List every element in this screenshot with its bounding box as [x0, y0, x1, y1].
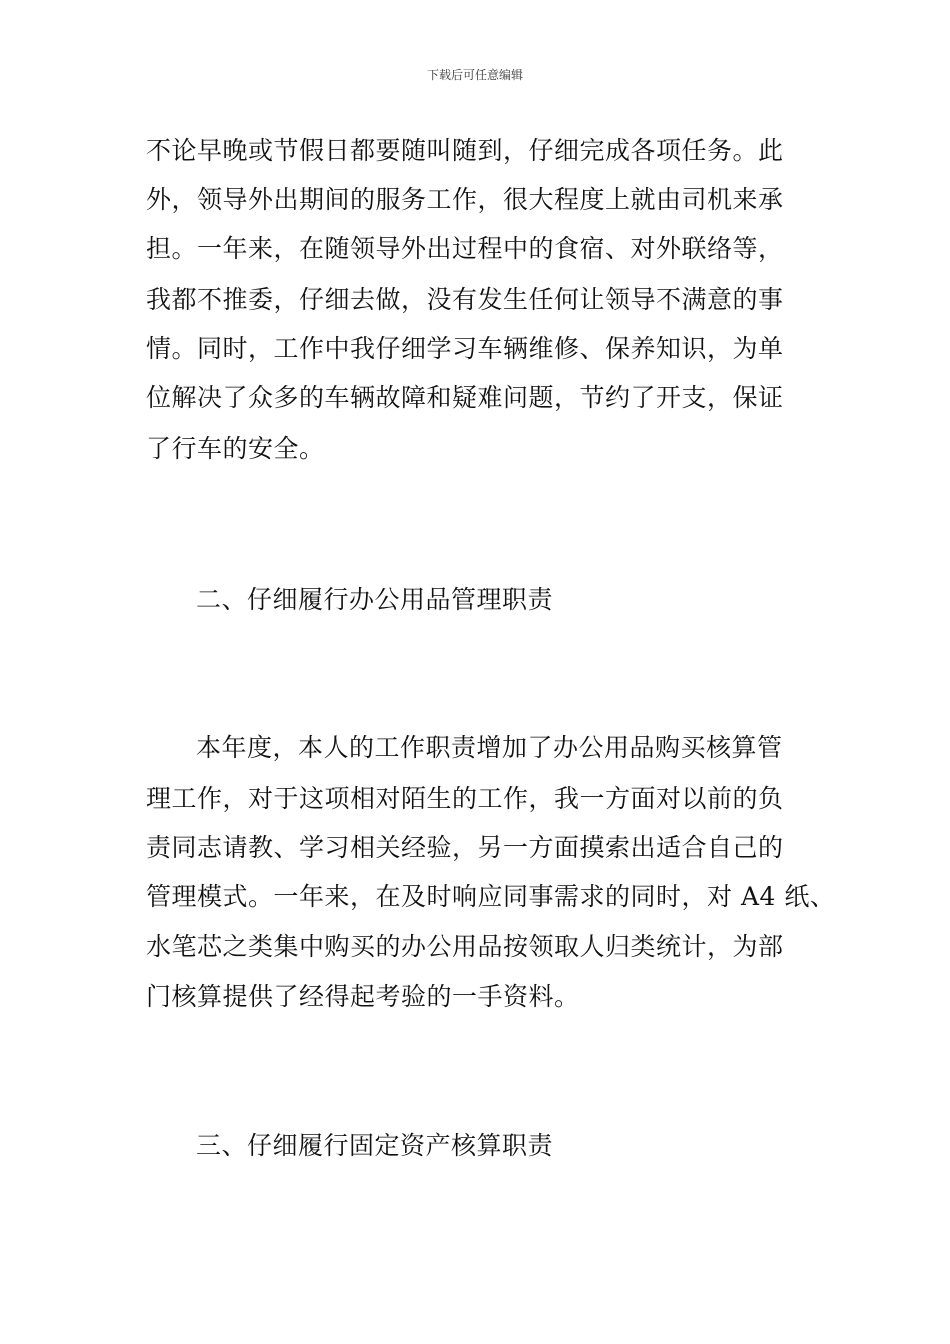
paragraph-line: 了行车的安全。 [146, 434, 325, 463]
paragraph-line: 管理模式。一年来，在及时响应同事需求的同时，对 A4 纸、 [146, 882, 836, 911]
header-note: 下载后可任意编辑 [426, 68, 523, 82]
paragraph-line: 位解决了众多的车辆故障和疑难问题，节约了开支，保证 [146, 383, 784, 412]
paragraph-line: 门核算提供了经得起考验的一手资料。 [146, 982, 580, 1011]
paragraph-line: 外，领导外出期间的服务工作，很大程度上就由司机来承 [146, 185, 784, 214]
paragraph-line: 我都不推委，仔细去做，没有发生任何让领导不满意的事 [146, 285, 784, 314]
section-heading-3: 三、仔细履行固定资产核算职责 [196, 1131, 554, 1160]
paragraph-line: 责同志请教、学习相关经验，另一方面摸索出适合自己的 [146, 833, 784, 862]
paragraph-line: 不论早晚或节假日都要随叫随到，仔细完成各项任务。此 [146, 136, 784, 165]
paragraph-line: 水笔芯之类集中购买的办公用品按领取人归类统计，为部 [146, 932, 784, 961]
section-heading-2: 二、仔细履行办公用品管理职责 [196, 585, 554, 614]
paragraph-line: 情。同时，工作中我仔细学习车辆维修、保养知识，为单 [146, 334, 784, 363]
paragraph-line: 理工作，对于这项相对陌生的工作，我一方面对以前的负 [146, 784, 784, 813]
paragraph-line: 本年度，本人的工作职责增加了办公用品购买核算管 [196, 733, 783, 762]
paragraph-line: 担。一年来，在随领导外出过程中的食宿、对外联络等， [146, 234, 784, 263]
